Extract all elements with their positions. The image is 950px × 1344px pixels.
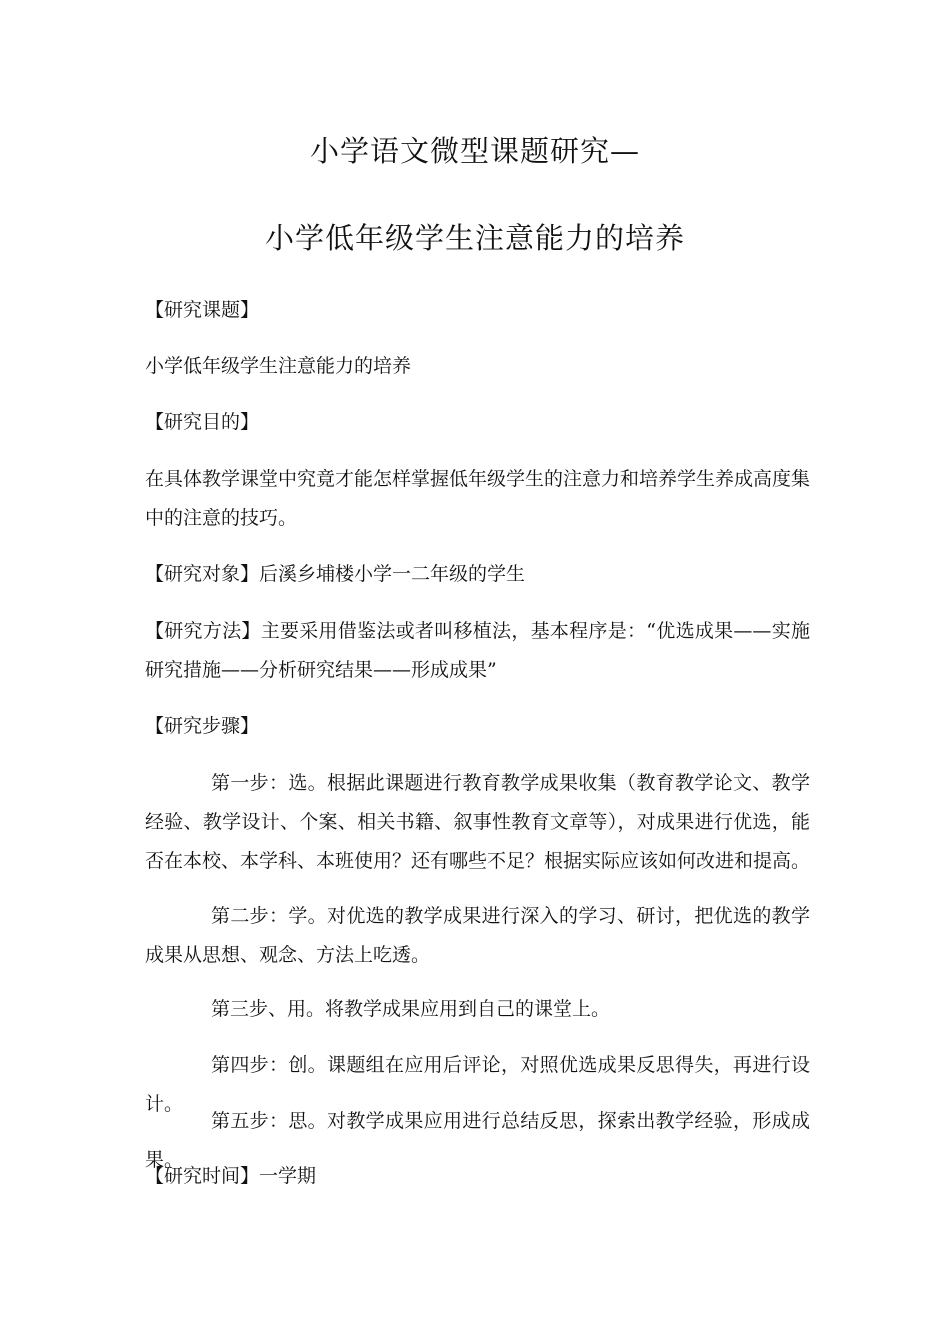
time-text: 一学期 <box>259 1165 317 1187</box>
steps-heading: 【研究步骤】 <box>145 715 260 737</box>
document-title-line2: 小学低年级学生注意能力的培养 <box>264 221 685 255</box>
subject-heading: 【研究对象】 <box>145 563 260 585</box>
step-2: 第二步：学。对优选的教学成果进行深入的学习、研讨，把优选的教学成果从思想、观念、方法上吃透。 <box>145 905 810 966</box>
document-title-line1: 小学语文微型课题研究— <box>309 134 640 168</box>
time-line <box>145 1158 810 1195</box>
step-5: 第五步：思。对教学成果应用进行总结反思，探索出教学经验，形成成果。 <box>145 1110 810 1171</box>
purpose-heading: 【研究目的】 <box>145 411 260 433</box>
step-3: 第三步、用。将教学成果应用到自己的课堂上。 <box>211 998 611 1020</box>
step-4: 第四步：创。课题组在应用后评论，对照优选成果反思得失，再进行设计。 <box>145 1054 810 1115</box>
method-paragraph <box>145 612 810 690</box>
subject-text: 后溪乡埔楼小学一二年级的学生 <box>259 563 526 585</box>
topic-heading: 【研究课题】 <box>145 299 260 321</box>
purpose-text: 在具体教学课堂中究竟才能怎样掌握低年级学生的注意力和培养学生养成高度集中的注意的技巧。 <box>145 468 811 529</box>
method-heading: 【研究方法】 <box>145 620 261 642</box>
subject-line <box>145 556 810 593</box>
method-text: 主要采用借鉴法或者叫移植法，基本程序是：“优选成果——实施研究措施——分析研究结果——形成成果” <box>145 620 810 681</box>
topic-text: 小学低年级学生注意能力的培养 <box>145 355 412 377</box>
time-heading: 【研究时间】 <box>145 1165 260 1187</box>
step-1: 第一步：选。根据此课题进行教育教学成果收集（教育教学论文、教学经验、教学设计、个案、相关书籍、叙事性教育文章等），对成果进行优选，能否在本校、本学科、本班使用？还有哪些不足？根据实际应该如何改进和提高。 <box>145 772 811 872</box>
